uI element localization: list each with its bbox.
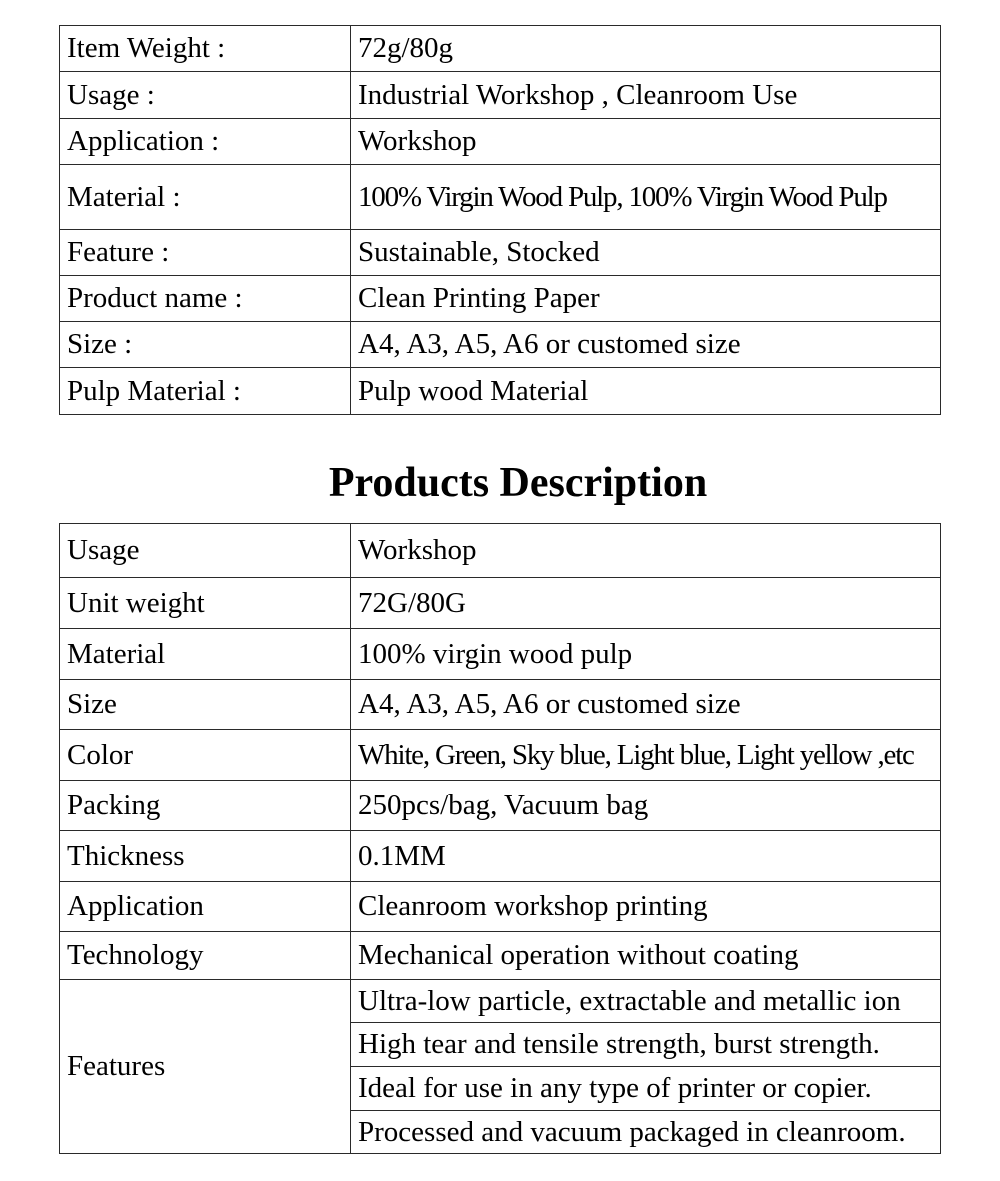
row-value: Sustainable, Stocked [351,230,941,276]
row-label: Size : [60,322,351,368]
row-label: Application [60,882,351,932]
table-row [60,730,941,781]
feature-item: Processed and vacuum packaged in cleanroom. [351,1111,941,1154]
table-row [60,368,941,415]
row-label: Color [60,730,351,781]
table-row [60,276,941,322]
row-label: Unit weight [60,578,351,629]
feature-item: Ideal for use in any type of printer or copier. [351,1067,941,1111]
row-value: White, Green, Sky blue, Light blue, Light yellow ,etc [351,730,941,781]
row-label: Technology [60,932,351,980]
row-label: Item Weight : [60,26,351,72]
row-label: Material [60,629,351,680]
row-value: Pulp wood Material [351,368,941,415]
table-row [60,980,941,1023]
row-value: 250pcs/bag, Vacuum bag [351,781,941,831]
row-label: Size [60,680,351,730]
row-label: Thickness [60,831,351,882]
row-value: 100% Virgin Wood Pulp, 100% Virgin Wood Pulp [351,165,941,230]
table-row [60,72,941,119]
table-row [60,524,941,578]
row-value: A4, A3, A5, A6 or customed size [351,680,941,730]
table-row [60,322,941,368]
section-heading: Products Description [328,460,708,506]
row-label: Pulp Material : [60,368,351,415]
row-value: Workshop [351,119,941,165]
row-label: Feature : [60,230,351,276]
row-value: Workshop [351,524,941,578]
row-value: 100% virgin wood pulp [351,629,941,680]
table-row [60,629,941,680]
row-label: Application : [60,119,351,165]
table-row [60,831,941,882]
spec-table [59,25,941,415]
row-label: Packing [60,781,351,831]
row-value: Cleanroom workshop printing [351,882,941,932]
row-label: Usage [60,524,351,578]
row-value: Clean Printing Paper [351,276,941,322]
row-label: Product name : [60,276,351,322]
row-value: 72g/80g [351,26,941,72]
row-value: A4, A3, A5, A6 or customed size [351,322,941,368]
row-value: Industrial Workshop , Cleanroom Use [351,72,941,119]
feature-item: Ultra-low particle, extractable and metallic ion [351,980,941,1023]
table-row [60,932,941,980]
row-value: 0.1MM [351,831,941,882]
table-row [60,119,941,165]
table-row [60,882,941,932]
table-row [60,230,941,276]
row-value: Mechanical operation without coating [351,932,941,980]
row-label: Material : [60,165,351,230]
table-row [60,781,941,831]
row-label: Usage : [60,72,351,119]
table-row [60,26,941,72]
table-row [60,680,941,730]
table-row [60,578,941,629]
features-label: Features [60,980,351,1154]
description-table [59,523,941,1154]
row-value: 72G/80G [351,578,941,629]
feature-item: High tear and tensile strength, burst strength. [351,1023,941,1067]
table-row [60,165,941,230]
